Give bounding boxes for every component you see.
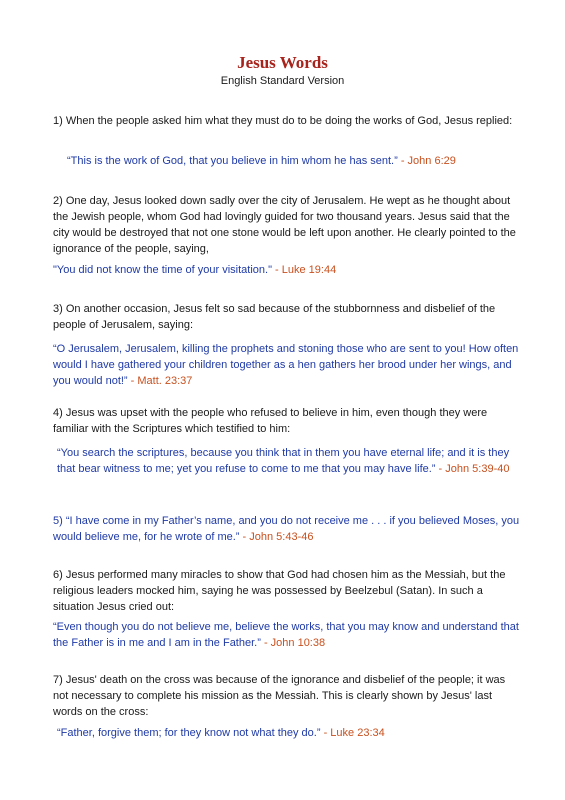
item-6-text — [53, 567, 523, 615]
item-2-verse: "You did not know the time of your visitation." — [53, 264, 272, 276]
item-5-quote — [53, 513, 523, 545]
page-subtitle: English Standard Version — [220, 75, 345, 87]
item-1-quote — [67, 153, 537, 169]
item-3-verse: “O Jerusalem, Jerusalem, killing the prophets and stoning those who are sent to you! How often would I have gathered your children together as a hen gathers her brood under her wings, and you would not!” — [53, 343, 519, 387]
item-6-reference: - John 10:38 — [260, 637, 326, 649]
item-7-quote — [57, 725, 527, 741]
item-6-quote — [53, 619, 523, 651]
item-6-verse: “Even though you do not believe me, believe the works, that you may know and understand that the Father is in me and I am in the Father.” — [53, 621, 519, 649]
item-1-verse: “This is the work of God, that you believe in him whom he has sent.” — [67, 155, 398, 167]
item-7-text — [53, 672, 523, 720]
item-3-text — [53, 301, 523, 333]
item-4-paragraph: 4) Jesus was upset with the people who refused to believe in him, even though they were familiar with the Scriptures which testified to him: — [53, 407, 488, 435]
item-2-paragraph: 2) One day, Jesus looked down sadly over the city of Jerusalem. He wept as he thought about the Jewish people, whom God had lovingly guided for two thousand years. Jesus said that the city would be destroyed that not one stone would be left upon another. He clearly pointed to the ignorance of the people, saying, — [53, 195, 516, 255]
page-title: Jesus Words — [237, 53, 328, 72]
item-7-paragraph: 7) Jesus' death on the cross was because of the ignorance and disbelief of the people; it was not necessary to complete his mission as the Messiah. This is clearly shown by Jesus' last words on the cross: — [53, 674, 506, 718]
item-6-paragraph: 6) Jesus performed many miracles to show that God had chosen him as the Messiah, but the religious leaders mocked him, saying he was possessed by Beelzebul (Satan). In such a situation Jesus cried out: — [53, 569, 506, 613]
item-5-verse: 5) “I have come in my Father’s name, and you do not receive me . . . if you believed Moses, you would believe me, for he wrote of me.” — [53, 515, 520, 543]
item-7-verse: “Father, forgive them; for they know not what they do.” — [57, 727, 321, 739]
item-4-quote — [57, 445, 527, 477]
item-3-paragraph: 3) On another occasion, Jesus felt so sad because of the stubbornness and disbelief of the people of Jerusalem, saying: — [53, 303, 496, 331]
item-3-reference: - Matt. 23:37 — [127, 375, 193, 387]
item-2-text — [53, 193, 523, 257]
item-1-paragraph: 1) When the people asked him what they must do to be doing the works of God, Jesus replied: — [53, 115, 513, 127]
item-4-reference: - John 5:39-40 — [435, 463, 510, 475]
item-2-quote — [53, 262, 523, 278]
item-1-text — [53, 113, 523, 129]
item-1-reference: - John 6:29 — [397, 155, 456, 167]
item-7-reference: - Luke 23:34 — [320, 727, 385, 739]
item-2-reference: - Luke 19:44 — [271, 264, 337, 276]
item-4-text — [53, 405, 523, 437]
item-4-verse: “You search the scriptures, because you think that in them you have eternal life; and it is they that bear witness to me; yet you refuse to come to me that you may have life.” — [57, 447, 510, 475]
item-5-reference: - John 5:43-46 — [239, 531, 314, 543]
item-3-quote — [53, 341, 523, 389]
